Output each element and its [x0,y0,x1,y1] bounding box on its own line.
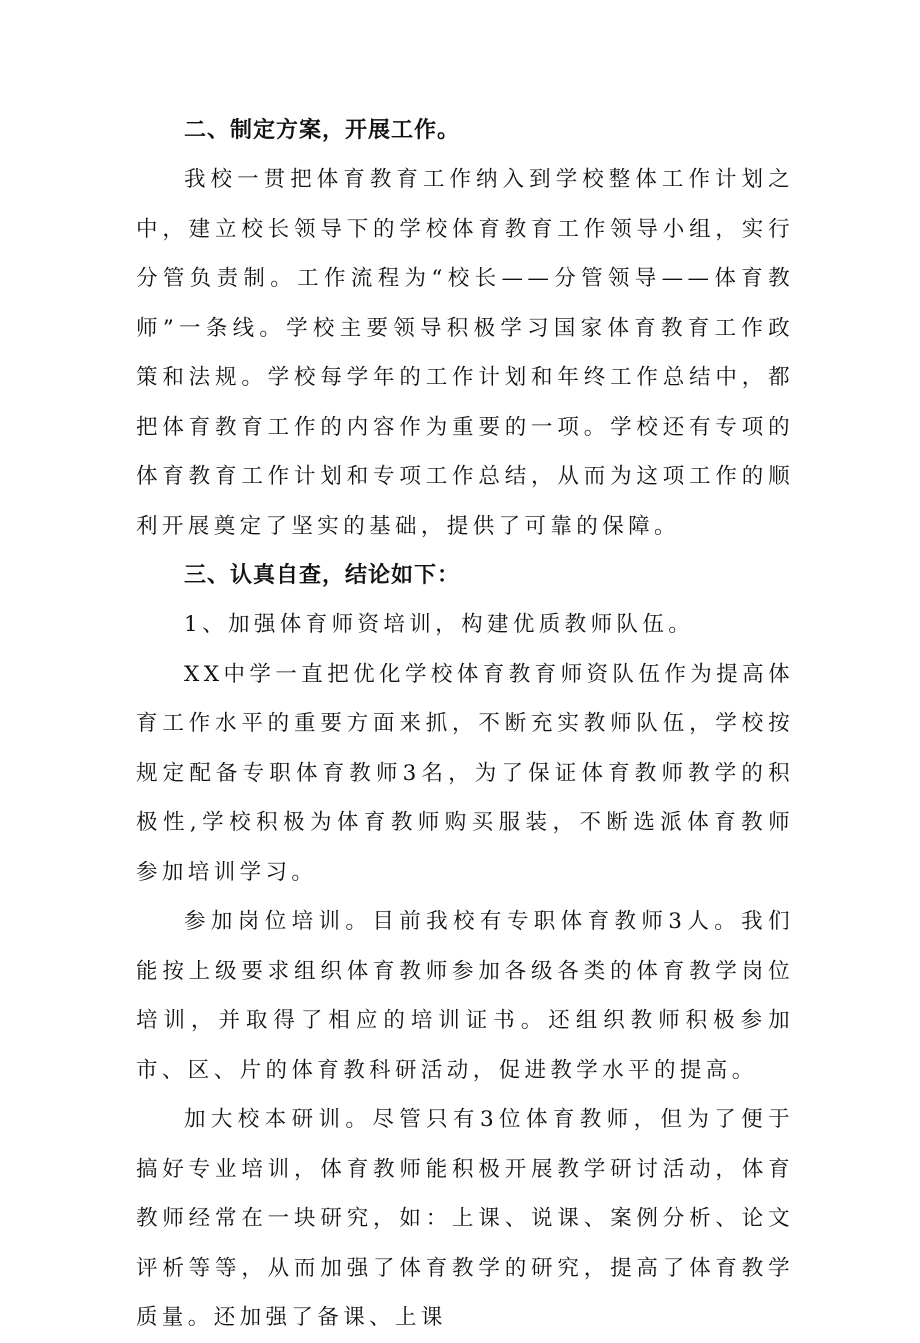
paragraph-leadership: 我校一贯把体育教育工作纳入到学校整体工作计划之中，建立校长领导下的学校体育教育工作领导小组，实行分管负责制。工作流程为“校长——分管领导——体育教师”一条线。学校主要领导积极学习国家体育教育工作政策和法规。学校每学年的工作计划和年终工作总结中，都把体育教育工作的内容作为重要的一项。学校还有专项的体育教育工作计划和专项工作总结，从而为这项工作的顺利开展奠定了坚实的基础，提供了可靠的保障。 [136,167,794,539]
paragraph-school-research: 加大校本研训。尽管只有3位体育教师，但为了便于搞好专业培训，体育教师能积极开展教学研讨活动，体育教师经常在一块研究，如：上课、说课、案例分析、论文评析等等，从而加强了体育教学的研究，提高了体育教学质量。还加强了备课、上课 [136,1107,794,1330]
section-heading-2: 二、制定方案，开展工作。 [184,118,461,143]
paragraph-job-training: 参加岗位培训。目前我校有专职体育教师3人。我们能按上级要求组织体育教师参加各级各类的体育教学岗位培训，并取得了相应的培训证书。还组织教师积极参加市、区、片的体育教科研活动，促进教学水平的提高。 [136,909,794,1083]
section-heading-3: 三、认真自查，结论如下： [184,563,461,588]
list-item-1: 1、加强体育师资培训，构建优质教师队伍。 [184,612,695,637]
paragraph-staffing: XX中学一直把优化学校体育教育师资队伍作为提高体育工作水平的重要方面来抓，不断充实教师队伍，学校按规定配备专职体育教师3名，为了保证体育教师教学的积极性,学校积极为体育教师购买服装，不断选派体育教师参加培训学习。 [136,661,794,885]
